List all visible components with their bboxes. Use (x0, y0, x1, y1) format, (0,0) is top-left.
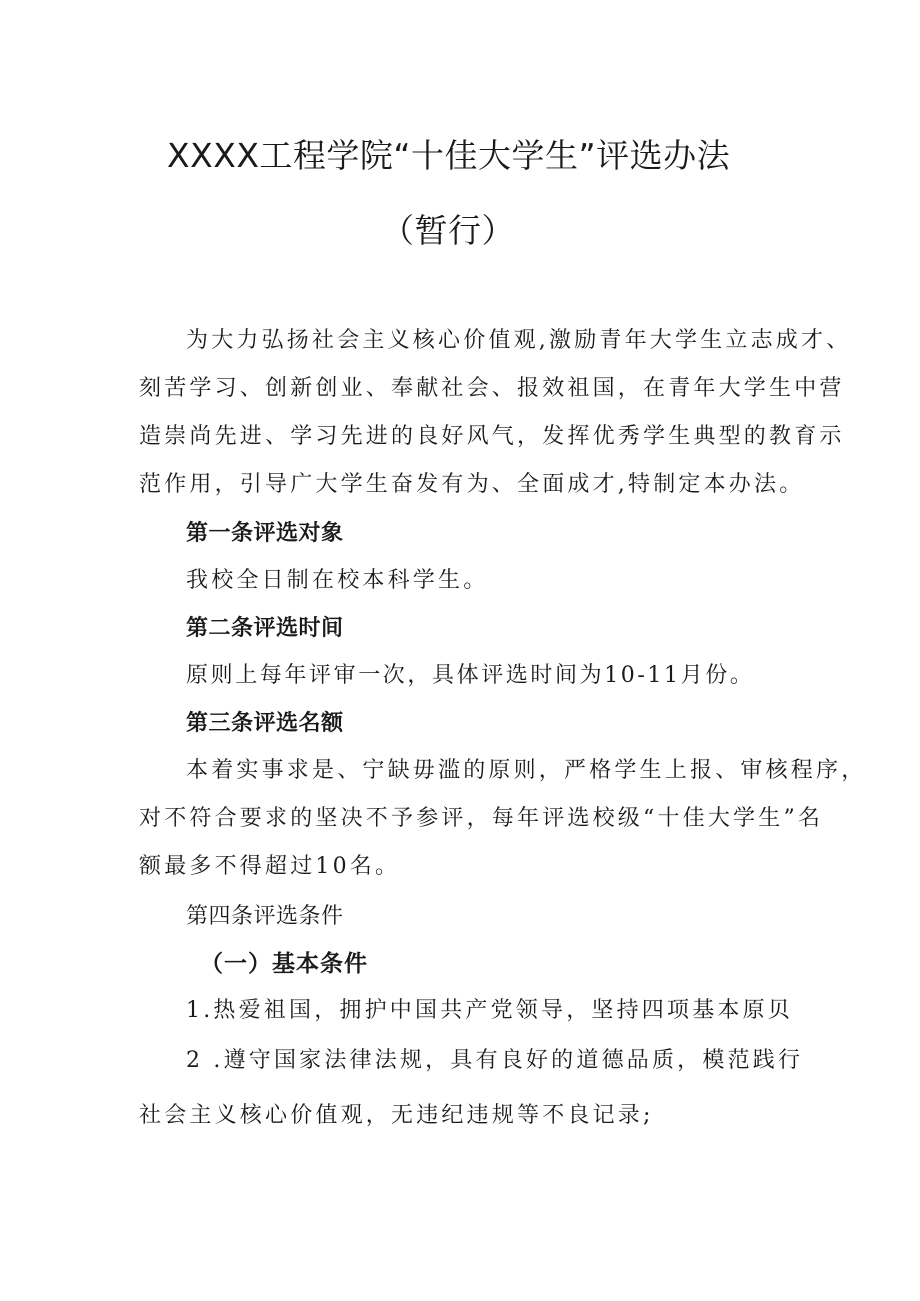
intro-line: 造崇尚先进、学习先进的良好风气，发挥优秀学生典型的教育示 (139, 424, 845, 449)
article-heading: 第一条评选对象 (186, 521, 344, 546)
article-subheading: （一）基本条件 (200, 951, 368, 977)
intro-line: 刻苦学习、创新创业、奉献社会、报效祖国，在青年大学生中营 (139, 376, 845, 401)
article-text: 本着实事求是、宁缺毋滥的原则，严格学生上报、审核程序， (186, 758, 867, 783)
article-text: 我校全日制在校本科学生。 (186, 568, 489, 593)
condition-item: 社会主义核心价值观，无违纪违规等不良记录; (139, 1103, 654, 1128)
condition-item: 2 .遵守国家法律法规，具有良好的道德品质，模范践行 (186, 1048, 804, 1073)
article-heading: 第二条评选时间 (186, 616, 344, 641)
document-title: XXXX工程学院“十佳大学生”评选办法 (167, 136, 731, 175)
document-subtitle: （暂行） (381, 211, 515, 250)
intro-line: 为大力弘扬社会主义核心价值观,激励青年大学生立志成才、 (186, 328, 852, 353)
article-text: 对不符合要求的坚决不予参评，每年评选校级“十佳大学生”名 (139, 806, 824, 831)
article-heading: 第三条评选名额 (186, 711, 344, 736)
article-text: 额最多不得超过10名。 (139, 854, 401, 879)
condition-item: 1.热爱祖国，拥护中国共产党领导，坚持四项基本原贝 (186, 998, 793, 1023)
intro-line: 范作用，引导广大学生奋发有为、全面成才,特制定本办法。 (139, 472, 805, 497)
article-heading: 第四条评选条件 (186, 904, 344, 929)
article-text: 原则上每年评审一次，具体评选时间为10-11月份。 (186, 663, 755, 688)
